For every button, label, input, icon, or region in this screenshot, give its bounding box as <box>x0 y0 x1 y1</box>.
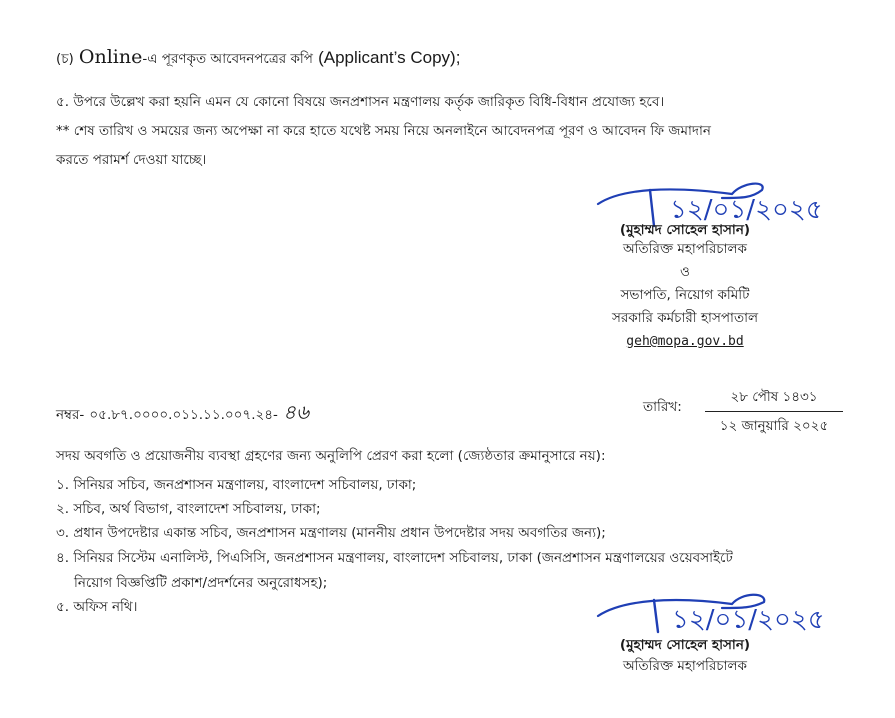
item-ch-line <box>56 44 460 70</box>
copy-list-item-2: ২. সচিব, অর্থ বিভাগ, বাংলাদেশ সচিবালয়, ঢাকা; <box>56 501 321 517</box>
signatory-1-designation: অতিরিক্ত মহাপরিচালক <box>622 241 748 257</box>
date-label: তারিখ: <box>643 399 682 415</box>
copy-list-item-5: ৫. অফিস নথি। <box>56 599 138 615</box>
date-box <box>705 386 843 438</box>
signatory-1-and: ও <box>680 264 690 280</box>
note-line-2: করতে পরামর্শ দেওয়া যাচ্ছে। <box>56 152 207 168</box>
signature-2-handwriting <box>592 588 872 640</box>
signatory-1-role: সভাপতি, নিয়োগ কমিটি <box>620 287 750 303</box>
copy-list-item-1: ১. সিনিয়র সচিব, জনপ্রশাসন মন্ত্রণালয়, বাংলাদেশ সচিবালয়, ঢাকা; <box>56 477 417 493</box>
note-line-1: ** শেষ তারিখ ও সময়ের জন্য অপেক্ষা না করে হাতে যথেষ্ট সময় নিয়ে অনলাইনে আবেদনপত্র পূরণ ও আবেদন ফি জমাদান <box>56 123 711 139</box>
memo-number: ০৫.৮৭.০০০০.০১১.১১.০০৭.২৪- <box>89 407 278 423</box>
copy-intro: সদয় অবগতি ও প্রয়োজনীয় ব্যবস্থা গ্রহণের জন্য অনুলিপি প্রেরণ করা হলো (জ্যেষ্ঠতার ক্রমানুসারে নয়): <box>56 448 606 464</box>
online-word: Online <box>78 46 143 68</box>
email-text[interactable]: geh@mopa.gov.bd <box>626 334 744 349</box>
signatory-1-email-link[interactable] <box>560 330 810 349</box>
signatory-1-org: সরকারি কর্মচারী হাসপাতাল <box>611 310 759 326</box>
copy-list-item-4: ৪. সিনিয়র সিস্টেম এনালিস্ট, পিএসিসি, জনপ্রশাসন মন্ত্রণালয়, বাংলাদেশ সচিবালয়, ঢাকা (জনপ্রশাসন মন্ত্রণালয়ের ওয়েবসাইটে <box>56 550 733 566</box>
date-gregorian: ১২ জানুয়ারি ২০২৫ <box>719 418 829 434</box>
signatory-2-designation: অতিরিক্ত মহাপরিচালক <box>622 658 748 674</box>
memo-number-handwritten: ৪৬ <box>283 400 309 424</box>
signature-2-date: ১২/০১/২০২৫ <box>672 605 825 635</box>
signature-scribble-icon <box>592 178 872 226</box>
memo-number-label: নম্বর- <box>56 407 85 423</box>
applicant-copy-label: (Applicant’s Copy); <box>318 48 461 67</box>
signatory-1-name: (মুহাম্মদ সোহেল হাসান) <box>619 222 751 238</box>
para-5: ৫. উপরে উল্লেখ করা হয়নি এমন যে কোনো বিষয়ে জনপ্রশাসন মন্ত্রণালয় কর্তৃক জারিকৃত বিধি-বিধান প্রযোজ্য হবে। <box>56 94 665 110</box>
item-ch-marker: (চ) <box>56 51 74 67</box>
signature-1-date: ১২/০১/২০২৫ <box>670 195 823 225</box>
signatory-2-name: (মুহাম্মদ সোহেল হাসান) <box>619 637 751 653</box>
memo-number-line <box>56 400 309 424</box>
copy-list-item-3: ৩. প্রধান উপদেষ্টার একান্ত সচিব, জনপ্রশাসন মন্ত্রণালয় (মাননীয় প্রধান উপদেষ্টার সদয় অবগতির জন্য); <box>56 525 606 541</box>
item-ch-text: -এ পূরণকৃত আবেদনপত্রের কপি <box>142 51 313 67</box>
signature-scribble-icon <box>592 588 872 636</box>
copy-list-item-4-cont: নিয়োগ বিজ্ঞপ্তিটি প্রকাশ/প্রদর্শনের অনুরোধসহ); <box>74 575 328 591</box>
date-bangla: ২৮ পৌষ ১৪৩১ <box>705 386 843 412</box>
